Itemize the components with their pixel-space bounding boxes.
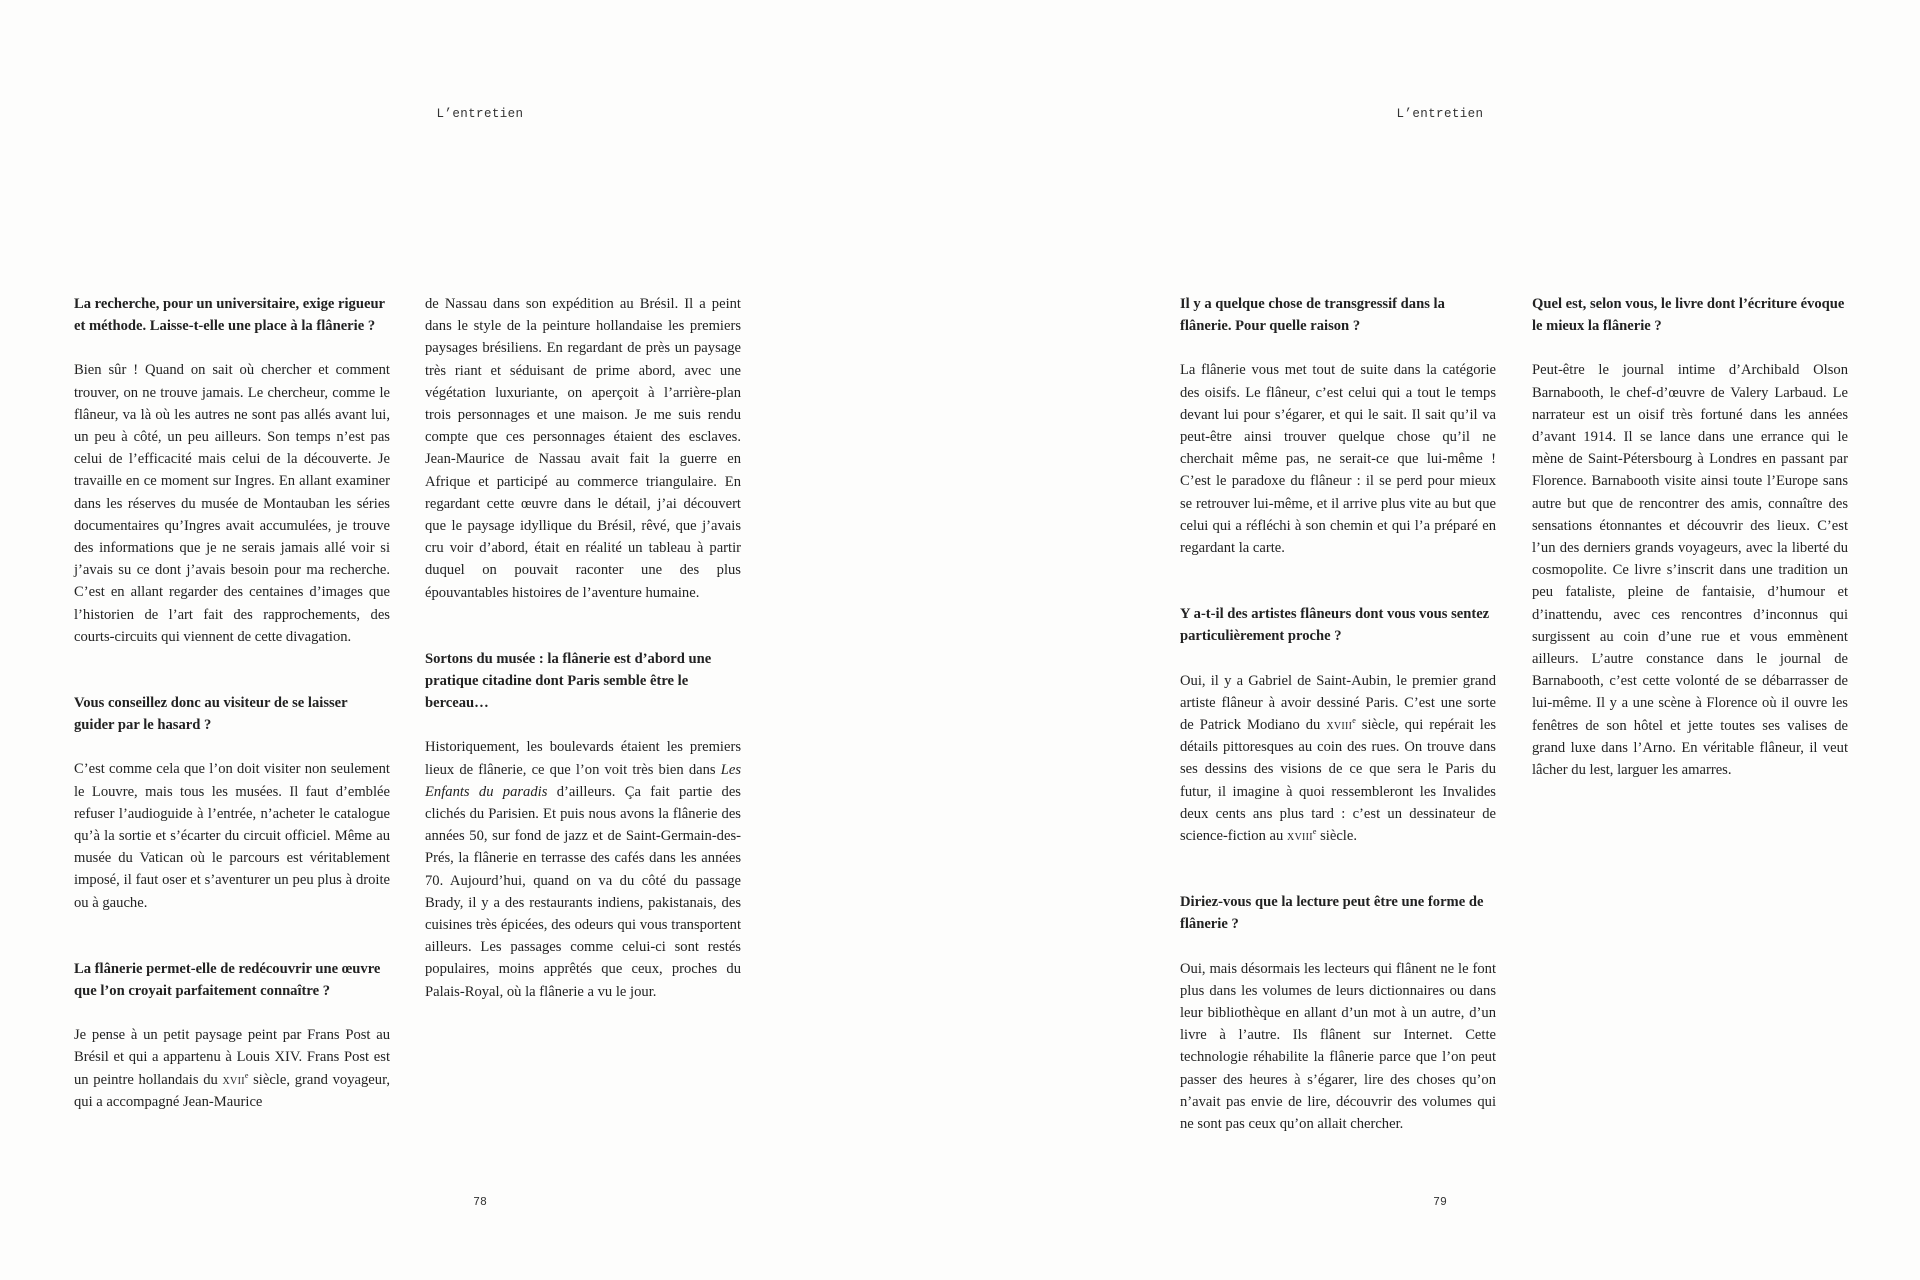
- century-superscript: e: [1312, 827, 1317, 837]
- page-number: 78: [473, 1196, 487, 1209]
- left-page-column-1: [74, 293, 390, 1113]
- answer-text: Je pense à un petit paysage peint par Frans Post au Brésil et qui a appartenu à Louis XIV. Frans Post est un peintre hollandais du: [74, 1027, 390, 1088]
- answer-text: Oui, il y a Gabriel de Saint-Aubin, le premier grand artiste flâneur à avoir dessiné Paris. C’est une sorte de Patrick Modiano du: [1180, 672, 1496, 734]
- question: Il y a quelque chose de transgressif dans la flânerie. Pour quelle raison ?: [1180, 296, 1445, 335]
- question: La recherche, pour un universitaire, exige rigueur et méthode. Laisse-t-elle une place à la flânerie ?: [74, 296, 385, 335]
- question: Quel est, selon vous, le livre dont l’écriture évoque le mieux la flânerie ?: [1532, 296, 1845, 335]
- century-superscript: e: [1352, 716, 1356, 726]
- right-page-column-1: [1180, 293, 1496, 1135]
- question: Y a-t-il des artistes flâneurs dont vous vous sentez particulièrement proche ?: [1180, 606, 1490, 645]
- answer: [74, 1024, 390, 1113]
- answer: [1180, 670, 1496, 848]
- century-numeral: xviii: [1286, 828, 1313, 845]
- answer-text: d’ailleurs. Ça fait partie des clichés du Parisien. Et puis nous avons la flânerie des années 50, sur fond de jazz et de Saint-Germain-des-Prés, la flânerie en terrasse des cafés dans les années 70. Aujourd’hui, quand on va du côté du passage Brady, il y a des restaurants indiens, pakistanais, des cuisines très épicées, des odeurs qui vous transportent ailleurs. Les passages comme celui-ci sont restés populaires, moins apprêtés que ceux, proches du Palais-Royal, où la flânerie a vu le jour.: [425, 783, 741, 1000]
- century-superscript: e: [244, 1070, 249, 1080]
- right-page: [960, 0, 1920, 1280]
- page-number: 79: [1433, 1196, 1447, 1209]
- century-numeral: xvii: [222, 1071, 245, 1088]
- answer: Oui, mais désormais les lecteurs qui flânent ne le font plus dans les volumes de leurs dictionnaires ou dans leur bibliothèque en allant d’un mot à un autre, d’un livre à l’autre. Ils flânent sur Internet. Cette technologie réhabilite la flânerie parce que l’on peut passer des heures à s’égarer, lire des choses qu’on n’avait pas envie de lire, découvrir des volumes qui ne sont pas ceux qu’on allait chercher.: [1180, 960, 1496, 1133]
- answer-text: siècle, grand voyageur, qui a accompagné Jean-Maurice: [74, 1071, 390, 1110]
- century-numeral: xviii: [1326, 717, 1353, 734]
- answer: La flânerie vous met tout de suite dans la catégorie des oisifs. Le flâneur, c’est celui qui a tout le temps devant lui pour s’égarer, et qui le sait. Il sait qu’il va peut-être ainsi trouver quelque chose qu’il ne cherchait même pas, ne serait-ce que lui-même ! C’est le paradoxe du flâneur : il se perd pour mieux se retrouver lui-même, et il arrive plus vite au but que celui qui a réfléchi à son chemin et qui l’a préparé en regardant la carte.: [1180, 362, 1496, 557]
- running-head: L’entretien: [436, 107, 524, 121]
- film-title: Les Enfants du paradis: [425, 761, 741, 800]
- answer-text: Historiquement, les boulevards étaient les premiers lieux de flânerie, ce que l’on voit très bien dans: [425, 739, 741, 778]
- answer: C’est comme cela que l’on doit visiter non seulement le Louvre, mais tous les musées. Il faut d’emblée refuser l’audioguide à l’entrée, n’acheter le catalogue qu’à la sortie et s’écarter du circuit officiel. Même au musée du Vatican où le parcours est véritablement imposé, il faut oser et s’aventurer un peu plus à droite ou à gauche.: [74, 761, 390, 911]
- answer: de Nassau dans son expédition au Brésil. Il a peint dans le style de la peinture hollandaise les premiers paysages brésiliens. En regardant de près un paysage très riant et séduisant de prime abord, avec une végétation luxuriante, on aperçoit à l’arrière-plan trois personnages et une maison. Je me suis rendu compte que ces personnages étaient des esclaves. Jean-Maurice de Nassau avait fait la guerre en Afrique et participé au commerce triangulaire. En regardant cette œuvre dans le détail, j’ai découvert que le paysage idyllique du Brésil, rêvé, que j’avais cru voir d’abord, était en réalité un tableau à partir duquel on pouvait raconter une des plus épouvantables histoires de l’aventure humaine.: [425, 296, 741, 601]
- answer-text: siècle.: [1316, 828, 1357, 845]
- question: La flânerie permet-elle de redécouvrir une œuvre que l’on croyait parfaitement connaître ?: [74, 960, 381, 1000]
- left-page-column-2: [425, 293, 741, 1003]
- answer: Bien sûr ! Quand on sait où chercher et comment trouver, on ne trouve jamais. Le chercheur, comme le flâneur, va là où les autres ne sont pas allés avant lui, un peu à côté, un peu ailleurs. Son temps n’est pas celui de l’efficacité mais celui de la découverte. Je travaille en ce moment sur Ingres. En allant examiner dans les réserves du musée de Montauban les séries documentaires qu’Ingres avait accumulées, je trouve des informations que je ne serais jamais allé voir si j’avais su ce dont j’avais besoin pour ma recherche. C’est en allant regarder des centaines d’images que l’historien de l’art fait des rapprochements, des courts-circuits qui viennent de cette divagation.: [74, 362, 390, 645]
- question: Sortons du musée : la flânerie est d’abord une pratique citadine dont Paris semble être le berceau…: [425, 650, 712, 712]
- question: Vous conseillez donc au visiteur de se laisser guider par le hasard ?: [74, 695, 348, 734]
- running-head: L’entretien: [1396, 107, 1484, 121]
- right-page-column-2: [1532, 293, 1848, 781]
- question: Diriez-vous que la lecture peut être une forme de flânerie ?: [1180, 894, 1484, 933]
- answer-text: siècle, qui repérait les détails pittoresques au coin des rues. On trouve dans ses dessins des visions de ce que sera le Paris du futur, il imagine à quoi ressembleront les Invalides deux cents ans plus tard : c’est un dessinateur de science-fiction au: [1180, 717, 1496, 845]
- answer: Peut-être le journal intime d’Archibald Olson Barnabooth, le chef-d’œuvre de Valery Larbaud. Le narrateur est un oisif très fortuné dans les années d’avant 1914. Il se lance dans une errance qui le mène de Saint-Pétersbourg à Londres en passant par Florence. Barnabooth visite ainsi toute l’Europe sans autre but que de rencontrer des amis, connaître des sensations étonnantes et découvrir des lieux. C’est l’un des derniers grands voyageurs, avec la liberté du cosmopolite. Ce livre s’inscrit dans une tradition un peu fataliste, pleine de fantaisie, d’humour et d’inattendu, avec ces rencontres d’inconnus qui surgissent au coin d’une rue et vous emmènent ailleurs. L’autre constance dans le journal de Barnabooth, c’est cette volonté de se débarrasser de lui-même. Il y a une scène à Florence où il ouvre les fenêtres de son hôtel et jette toutes ses valises de grand luxe dans l’Arno. En véritable flâneur, il veut lâcher du lest, larguer les amarres.: [1532, 362, 1848, 779]
- answer: [425, 736, 741, 1002]
